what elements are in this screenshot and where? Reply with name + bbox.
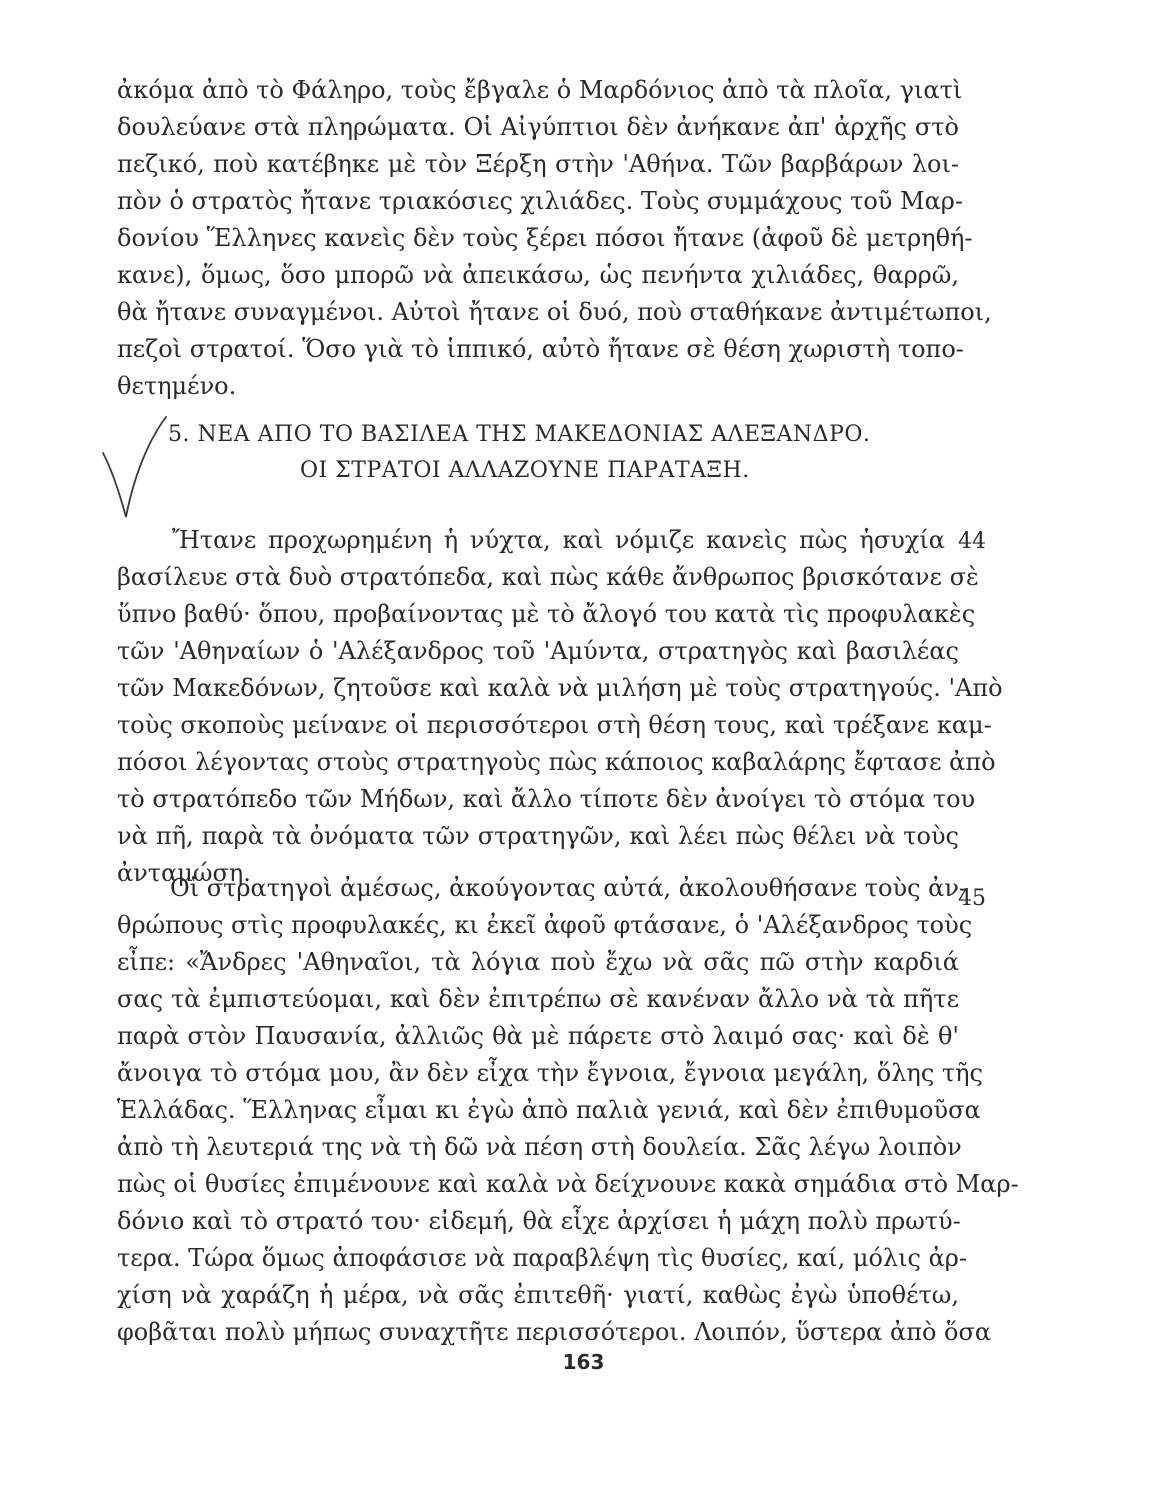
page-number: 163 [562,1350,605,1374]
text-line: πόσοι λέγοντας στοὺς στρατηγοὺς πὼς κάποιος καβαλάρης ἔφτασε ἀπὸ [117,748,996,776]
text-line: ἀκόμα ἀπὸ τὸ Φάληρο, τοὺς ἔβγαλε ὁ Μαρδόνιος ἀπὸ τὰ πλοῖα, γιατὶ [117,76,963,104]
text-line: Ἤτανε προχωρημένη ἡ νύχτα, καὶ νόμιζε κανεὶς πὼς ἡσυχία [172,526,945,554]
text-line: δουλεύανε στὰ πληρώματα. Οἱ Αἰγύπτιοι δὲν ἀνήκανε ἀπ' ἀρχῆς στὸ [117,113,959,141]
text-line: Ἑλλάδας. Ἕλληνας εἶμαι κι ἐγὼ ἀπὸ παλιὰ γενιά, καὶ δὲν ἐπιθυμοῦσα [117,1096,981,1124]
text-line: δόνιο καὶ τὸ στρατό του· εἰδεμή, θὰ εἶχε ἀρχίσει ἡ μάχη πολὺ πρωτύ- [117,1207,961,1235]
text-line: πὼς οἱ θυσίες ἐπιμένουνε καὶ καλὰ νὰ δείχνουνε κακὰ σημάδια στὸ Μαρ- [117,1170,1019,1198]
heading-line-1: 5. ΝΕΑ ΑΠΟ ΤΟ ΒΑΣΙΛΕΑ ΤΗΣ ΜΑΚΕΔΟΝΙΑΣ ΑΛΕΞΑΝΔΡΟ. [168,422,871,447]
text-line: ὕπνο βαθύ· ὅπου, προβαίνοντας μὲ τὸ ἄλογό του κατὰ τὶς προφυλακὲς [117,600,976,628]
text-line: θετημένο. [117,372,237,400]
check-mark-icon [100,405,170,525]
text-line: δονίου Ἕλληνες κανεὶς δὲν τοὺς ξέρει πόσοι ἤτανε (ἀφοῦ δὲ μετρηθή- [117,224,973,252]
text-line: βασίλευε στὰ δυὸ στρατόπεδα, καὶ πὼς κάθε ἄνθρωπος βρισκότανε σὲ [117,563,979,591]
text-line: θὰ ἤτανε συναγμένοι. Αὐτοὶ ἤτανε οἱ δυό, ποὺ σταθήκανε ἀντιμέτωποι, [117,298,992,326]
text-line: τῶν Μακεδόνων, ζητοῦσε καὶ καλὰ νὰ μιλήση μὲ τοὺς στρατηγούς. 'Απὸ [117,674,1003,702]
text-line: ἀπὸ τὴ λευτεριά της νὰ τὴ δῶ νὰ πέση στὴ δουλεία. Σᾶς λέγω λοιπὸν [117,1133,962,1161]
text-line: φοβᾶται πολὺ μήπως συναχτῆτε περισσότεροι. Λοιπόν, ὕστερα ἀπὸ ὅσα [117,1318,992,1346]
text-line: χίση νὰ χαράζη ἡ μέρα, νὰ σᾶς ἐπιτεθῆ· γιατί, καθὼς ἐγὼ ὑποθέτω, [117,1281,959,1309]
margin-section-number: 45 [958,886,986,911]
text-line: πὸν ὁ στρατὸς ἤτανε τριακόσιες χιλιάδες. Τοὺς συμμάχους τοῦ Μαρ- [117,187,964,215]
text-line: παρὰ στὸν Παυσανία, ἀλλιῶς θὰ μὲ πάρετε στὸ λαιμό σας· καὶ δὲ θ' [117,1022,959,1050]
text-line: κανε), ὅμως, ὅσο μπορῶ νὰ ἀπεικάσω, ὡς πενήντα χιλιάδες, θαρρῶ, [117,261,959,289]
heading-line-2: ΟΙ ΣΤΡΑΤΟΙ ΑΛΛΑΖΟΥΝΕ ΠΑΡΑΤΑΞΗ. [300,458,750,483]
text-line: νὰ πῆ, παρὰ τὰ ὀνόματα τῶν στρατηγῶν, καὶ λέει πὼς θέλει νὰ τοὺς [117,822,959,850]
text-line: εἶπε: «Ἄνδρες 'Αθηναῖοι, τὰ λόγια ποὺ ἔχω νὰ σᾶς πῶ στὴν καρδιά [117,948,959,976]
text-line: τερα. Τώρα ὅμως ἀποφάσισε νὰ παραβλέψη τὶς θυσίες, καί, μόλις ἀρ- [117,1244,968,1272]
margin-section-number: 44 [958,529,986,554]
text-line: πεζοὶ στρατοί. Ὅσο γιὰ τὸ ἱππικό, αὐτὸ ἤτανε σὲ θέση χωριστὴ τοπο- [117,335,964,363]
text-line: ἄνοιγα τὸ στόμα μου, ἂν δὲν εἶχα τὴν ἔγνοια, ἔγνοια μεγάλη, ὅλης τῆς [117,1059,983,1087]
text-line: τὸ στρατόπεδο τῶν Μήδων, καὶ ἄλλο τίποτε δὲν ἀνοίγει τὸ στόμα του [117,785,976,813]
text-line: ἀνταμώση. [117,859,251,887]
text-line: Οἱ στρατηγοὶ ἀμέσως, ἀκούγοντας αὐτά, ἀκολουθήσανε τοὺς ἀν- [170,874,968,902]
text-line: θρώπους στὶς προφυλακές, κι ἐκεῖ ἀφοῦ φτάσανε, ὁ 'Αλέξανδρος τοὺς [117,911,973,939]
text-line: σας τὰ ἐμπιστεύομαι, καὶ δὲν ἐπιτρέπω σὲ κανέναν ἄλλο νὰ τὰ πῆτε [117,985,959,1013]
text-line: πεζικό, ποὺ κατέβηκε μὲ τὸν Ξέρξη στὴν 'Αθήνα. Τῶν βαρβάρων λοι- [117,150,959,178]
text-line: τῶν 'Αθηναίων ὁ 'Αλέξανδρος τοῦ 'Αμύντα, στρατηγὸς καὶ βασιλέας [117,637,959,665]
text-line: τοὺς σκοποὺς μείνανε οἱ περισσότεροι στὴ θέση τους, καὶ τρέξανε καμ- [117,711,992,739]
